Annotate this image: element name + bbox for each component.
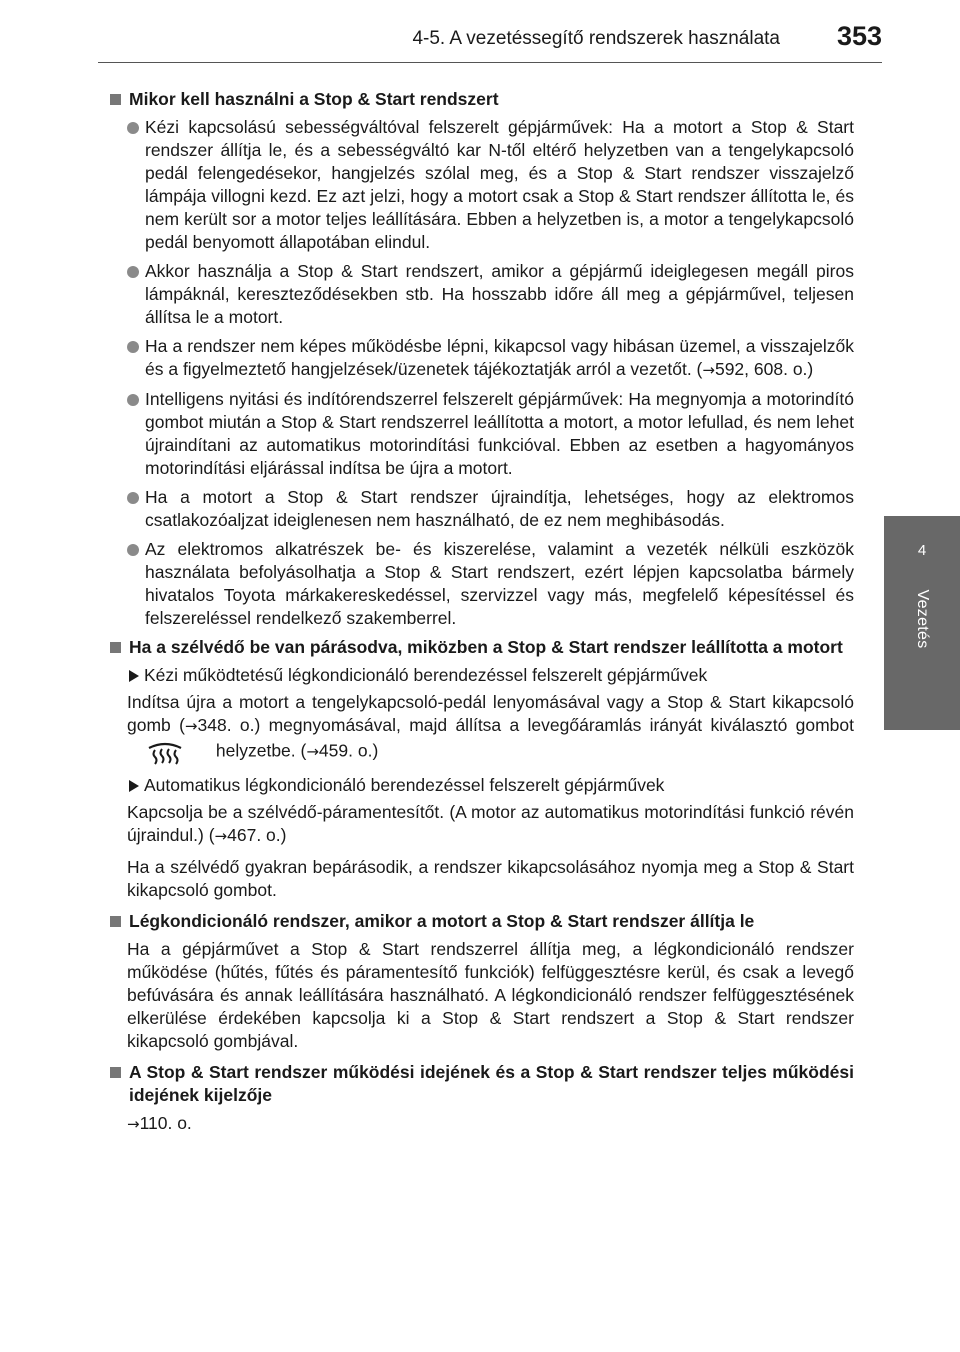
arrow-icon: → bbox=[127, 1115, 140, 1133]
paragraph: Indítsa újra a motort a tengelykapcsoló-pedál lenyomásával vagy a Stop & Start kikapcsoló gomb (→348. o.) megnyomásával, majd állítsa a levegőáramlás irányát kiválasztó gombot helyzetbe. (→459. o.) bbox=[127, 691, 854, 766]
windshield-defroster-icon bbox=[145, 738, 185, 766]
list-item: Ha a motort a Stop & Start rendszer újraindítja, lehetséges, hogy az elektromos csatlakozóaljzat ideiglenesen nem használható, de ez nem meghibásodás. bbox=[127, 486, 854, 532]
paragraph: Kapcsolja be a szélvédő-páramentesítőt. (A motor az automatikus motorindítási funkció révén újraindul.) (→467. o.) bbox=[127, 802, 854, 845]
square-bullet-icon bbox=[110, 916, 121, 927]
arrow-icon: → bbox=[214, 827, 228, 845]
circle-bullet-icon bbox=[127, 341, 139, 353]
header-rule bbox=[98, 62, 882, 63]
sub-heading: Automatikus légkondicionáló berendezéssel felszerelt gépjárművek bbox=[127, 774, 854, 797]
chapter-number: 4 bbox=[917, 542, 927, 559]
arrow-icon: → bbox=[702, 361, 715, 379]
circle-bullet-icon bbox=[127, 122, 139, 134]
square-bullet-icon bbox=[110, 94, 121, 105]
paragraph: Ha a gépjárművet a Stop & Start rendszerrel állítja meg, a légkondicionáló rendszer működése (hűtés, fűtés és páramentesítő funkciók) felfüggesztésre kerül, és csak a levegő befúvására és annak leállítására használható. A légkondicionáló rendszer felfüggesztésének elkerülése érdekében kapcsolja ki a Stop & Start rendszert a Stop & Start rendszer kikapcsoló gombjával. bbox=[127, 939, 854, 1051]
circle-bullet-icon bbox=[127, 394, 139, 406]
header-title: 4-5. A vezetéssegítő rendszerek használata bbox=[412, 28, 780, 49]
section-heading: Ha a szélvédő be van párásodva, miközben a Stop & Start rendszer leállította a motort bbox=[108, 636, 854, 659]
list-item: Kézi kapcsolású sebességváltóval felszerelt gépjárművek: Ha a motort a Stop & Start rendszer állítja le, és a sebességváltó kar N-től eltérő helyzetben van a tengelykapcsoló pedál felengedésekor, hangjelzés szólal meg, és a Stop & Start rendszer visszajelző lámpája villogni kezd. Ez azt jelzi, hogy a motort csak a Stop & Start rendszer állította le, és nem került sor a motor teljes leállítására. Ebben a helyzetben is, a motor a tengelykapcsoló pedál benyomott állapotában elindul. bbox=[127, 116, 854, 254]
page-reference: →110. o. bbox=[127, 1113, 192, 1133]
paragraph: Ha a szélvédő gyakran bepárásodik, a rendszer kikapcsolásához nyomja meg a Stop & Start kikapcsoló gombot. bbox=[127, 857, 854, 900]
arrow-icon: → bbox=[306, 742, 319, 761]
list-item: Az elektromos alkatrészek be- és kiszerelése, valamint a vezeték nélküli eszközök használata befolyásolhatja a Stop & Start rendszert, ezért lépjen kapcsolatba bármely hivatalos Toyota márkakereskedéssel, szervizzel vagy más, megfelelő képesítéssel és felszereléssel rendelkező szakemberrel. bbox=[127, 538, 854, 630]
page-header bbox=[0, 0, 960, 60]
list-item: Akkor használja a Stop & Start rendszert, amikor a gépjármű ideiglegesen megáll piros lámpáknál, kereszteződésekben stb. Ha hosszabb időre áll meg a gépjárművel, teljesen állítsa le a motort. bbox=[127, 260, 854, 329]
page-number: 353 bbox=[836, 21, 882, 51]
circle-bullet-icon bbox=[127, 492, 139, 504]
triangle-bullet-icon bbox=[129, 780, 139, 792]
sub-heading: Kézi működtetésű légkondicionáló berendezéssel felszerelt gépjárművek bbox=[127, 664, 854, 687]
list-item: Intelligens nyitási és indítórendszerrel felszerelt gépjárművek: Ha megnyomja a motorindító gombot miután a Stop & Start rendszerrel leállította a motort, a motor lefullad, és nem lehet újraindítani az automatikus motorindítási funkcióval. Ebben az esetben a hagyományos motorindítási eljárással indítsa be újra a motort. bbox=[127, 388, 854, 480]
section-heading: Légkondicionáló rendszer, amikor a motort a Stop & Start rendszer állítja le bbox=[108, 910, 854, 933]
arrow-icon: → bbox=[184, 717, 198, 735]
circle-bullet-icon bbox=[127, 544, 139, 556]
chapter-label: Vezetés bbox=[914, 589, 931, 649]
page-content bbox=[108, 88, 854, 1144]
section-heading: Mikor kell használni a Stop & Start rendszert bbox=[108, 88, 854, 111]
chapter-tab bbox=[884, 516, 960, 730]
triangle-bullet-icon bbox=[129, 670, 139, 682]
square-bullet-icon bbox=[110, 1067, 121, 1078]
square-bullet-icon bbox=[110, 642, 121, 653]
section-heading: A Stop & Start rendszer működési idejének és a Stop & Start rendszer teljes működési idejének kijelzője bbox=[108, 1061, 854, 1107]
list-item: Ha a rendszer nem képes működésbe lépni, kikapcsol vagy hibásan üzemel, a visszajelzők és a figyelmeztető hangjelzések/üzenetek tájékoztatják arról a vezetőt. (→592, 608. o.) bbox=[127, 335, 854, 382]
circle-bullet-icon bbox=[127, 266, 139, 278]
